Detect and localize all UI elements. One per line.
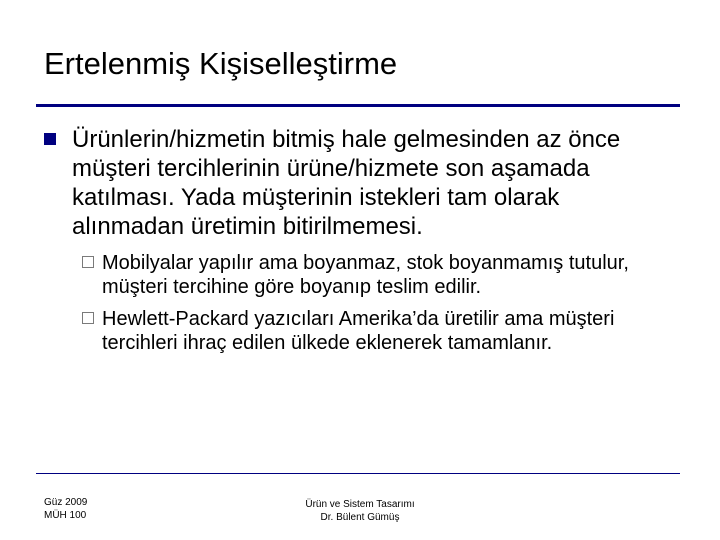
subbullet-item bbox=[82, 307, 672, 355]
footer-course-code: MÜH 100 bbox=[44, 510, 87, 521]
footer-semester: Güz 2009 bbox=[44, 497, 88, 508]
slide-title: Ertelenmiş Kişiselleştirme bbox=[44, 46, 398, 81]
subbullet-text: Mobilyalar yapılır ama boyanmaz, stok boyanmamış tutulur, müşteri tercihine göre boyanıp teslim edilir. bbox=[102, 252, 629, 298]
hollow-square-icon bbox=[82, 256, 94, 268]
footer-course-title bbox=[260, 498, 460, 524]
title-divider bbox=[36, 104, 680, 107]
footer-divider bbox=[36, 473, 680, 474]
footer-course-info bbox=[44, 496, 87, 522]
subbullet-text: Hewlett-Packard yazıcıları Amerika’da üretilir ama müşteri tercihleri ihraç edilen ülkede eklenerek tamamlanır. bbox=[102, 308, 615, 354]
bullet-text: Ürünlerin/hizmetin bitmiş hale gelmesinden az önce müşteri tercihlerinin ürüne/hizmete son aşamada katılması. Yada müşterinin istekleri tam olarak alınmadan üretimin bitirilmemesi. bbox=[72, 126, 621, 240]
filled-square-icon bbox=[44, 133, 56, 145]
footer-course-name: Ürün ve Sistem Tasarımı bbox=[305, 499, 415, 510]
footer-instructor: Dr. Bülent Gümüş bbox=[320, 512, 400, 523]
bullet-item bbox=[44, 125, 669, 241]
hollow-square-icon bbox=[82, 312, 94, 324]
subbullet-item bbox=[82, 251, 672, 299]
